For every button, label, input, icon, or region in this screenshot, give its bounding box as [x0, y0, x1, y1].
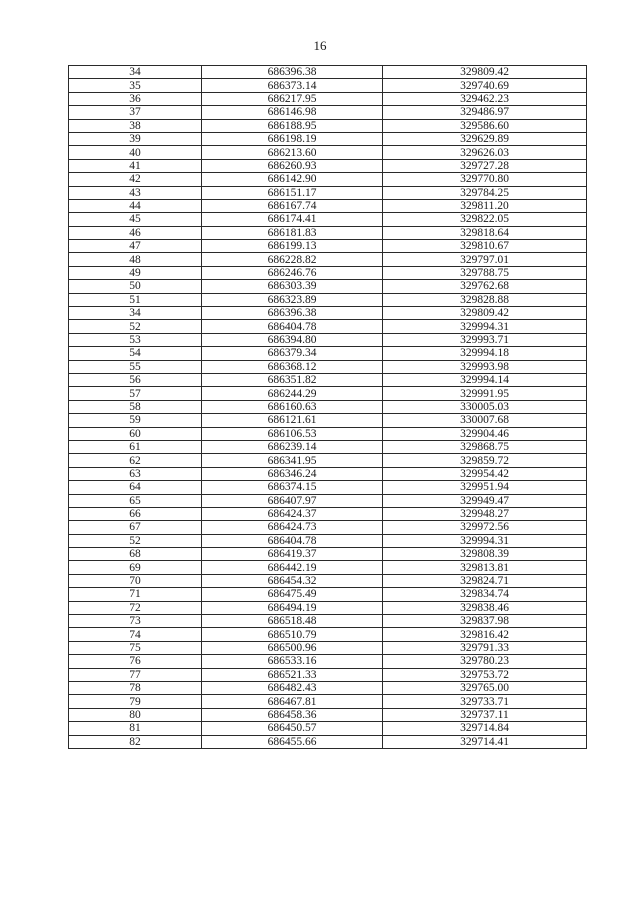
point-number-cell: 69 [69, 561, 202, 574]
y-coordinate-cell: 329816.42 [383, 628, 587, 641]
y-coordinate-cell: 329753.72 [383, 668, 587, 681]
table-row [69, 722, 587, 735]
point-number-cell: 79 [69, 695, 202, 708]
y-coordinate-cell: 329486.97 [383, 106, 587, 119]
table-row [69, 119, 587, 132]
y-coordinate-cell: 329811.20 [383, 199, 587, 212]
table-row [69, 454, 587, 467]
point-number-cell: 57 [69, 387, 202, 400]
y-coordinate-cell: 329813.81 [383, 561, 587, 574]
table-row [69, 106, 587, 119]
y-coordinate-cell: 329733.71 [383, 695, 587, 708]
table-row [69, 548, 587, 561]
x-coordinate-cell: 686160.63 [202, 400, 383, 413]
point-number-cell: 78 [69, 681, 202, 694]
point-number-cell: 35 [69, 79, 202, 92]
x-coordinate-cell: 686394.80 [202, 333, 383, 346]
y-coordinate-cell: 329834.74 [383, 588, 587, 601]
y-coordinate-cell: 329949.47 [383, 494, 587, 507]
table-row [69, 534, 587, 547]
point-number-cell: 76 [69, 655, 202, 668]
x-coordinate-cell: 686404.78 [202, 320, 383, 333]
x-coordinate-cell: 686167.74 [202, 199, 383, 212]
coordinates-table [68, 65, 587, 749]
x-coordinate-cell: 686213.60 [202, 146, 383, 159]
x-coordinate-cell: 686198.19 [202, 132, 383, 145]
x-coordinate-cell: 686396.38 [202, 307, 383, 320]
point-number-cell: 65 [69, 494, 202, 507]
y-coordinate-cell: 329586.60 [383, 119, 587, 132]
table-row [69, 467, 587, 480]
y-coordinate-cell: 329808.39 [383, 548, 587, 561]
y-coordinate-cell: 329993.71 [383, 333, 587, 346]
table-row [69, 494, 587, 507]
point-number-cell: 52 [69, 320, 202, 333]
table-row [69, 628, 587, 641]
y-coordinate-cell: 329462.23 [383, 92, 587, 105]
x-coordinate-cell: 686396.38 [202, 66, 383, 79]
x-coordinate-cell: 686199.13 [202, 240, 383, 253]
x-coordinate-cell: 686174.41 [202, 213, 383, 226]
point-number-cell: 73 [69, 615, 202, 628]
point-number-cell: 47 [69, 240, 202, 253]
table-row [69, 213, 587, 226]
point-number-cell: 34 [69, 307, 202, 320]
table-row [69, 146, 587, 159]
point-number-cell: 38 [69, 119, 202, 132]
y-coordinate-cell: 329838.46 [383, 601, 587, 614]
point-number-cell: 77 [69, 668, 202, 681]
point-number-cell: 71 [69, 588, 202, 601]
point-number-cell: 54 [69, 347, 202, 360]
table-row [69, 681, 587, 694]
x-coordinate-cell: 686467.81 [202, 695, 383, 708]
table-row [69, 226, 587, 239]
x-coordinate-cell: 686368.12 [202, 360, 383, 373]
x-coordinate-cell: 686121.61 [202, 414, 383, 427]
y-coordinate-cell: 329810.67 [383, 240, 587, 253]
table-row [69, 333, 587, 346]
x-coordinate-cell: 686146.98 [202, 106, 383, 119]
y-coordinate-cell: 329809.42 [383, 66, 587, 79]
table-row [69, 173, 587, 186]
y-coordinate-cell: 329954.42 [383, 467, 587, 480]
point-number-cell: 49 [69, 266, 202, 279]
table-row [69, 414, 587, 427]
x-coordinate-cell: 686454.32 [202, 574, 383, 587]
y-coordinate-cell: 329818.64 [383, 226, 587, 239]
y-coordinate-cell: 329784.25 [383, 186, 587, 199]
table-row [69, 695, 587, 708]
y-coordinate-cell: 329770.80 [383, 173, 587, 186]
point-number-cell: 36 [69, 92, 202, 105]
point-number-cell: 34 [69, 66, 202, 79]
x-coordinate-cell: 686188.95 [202, 119, 383, 132]
x-coordinate-cell: 686424.37 [202, 507, 383, 520]
table-row [69, 92, 587, 105]
x-coordinate-cell: 686374.15 [202, 481, 383, 494]
y-coordinate-cell: 329629.89 [383, 132, 587, 145]
table-row [69, 574, 587, 587]
x-coordinate-cell: 686458.36 [202, 708, 383, 721]
point-number-cell: 70 [69, 574, 202, 587]
table-row [69, 66, 587, 79]
x-coordinate-cell: 686106.53 [202, 427, 383, 440]
point-number-cell: 42 [69, 173, 202, 186]
y-coordinate-cell: 329727.28 [383, 159, 587, 172]
y-coordinate-cell: 329822.05 [383, 213, 587, 226]
y-coordinate-cell: 329991.95 [383, 387, 587, 400]
x-coordinate-cell: 686228.82 [202, 253, 383, 266]
x-coordinate-cell: 686500.96 [202, 641, 383, 654]
table-row [69, 561, 587, 574]
table-row [69, 240, 587, 253]
x-coordinate-cell: 686217.95 [202, 92, 383, 105]
point-number-cell: 75 [69, 641, 202, 654]
x-coordinate-cell: 686346.24 [202, 467, 383, 480]
x-coordinate-cell: 686521.33 [202, 668, 383, 681]
y-coordinate-cell: 329994.31 [383, 534, 587, 547]
y-coordinate-cell: 329994.31 [383, 320, 587, 333]
y-coordinate-cell: 329714.84 [383, 722, 587, 735]
x-coordinate-cell: 686424.73 [202, 521, 383, 534]
point-number-cell: 40 [69, 146, 202, 159]
x-coordinate-cell: 686442.19 [202, 561, 383, 574]
y-coordinate-cell: 329859.72 [383, 454, 587, 467]
point-number-cell: 81 [69, 722, 202, 735]
x-coordinate-cell: 686407.97 [202, 494, 383, 507]
table-row [69, 186, 587, 199]
table-row [69, 507, 587, 520]
y-coordinate-cell: 329740.69 [383, 79, 587, 92]
point-number-cell: 55 [69, 360, 202, 373]
table-row [69, 373, 587, 386]
point-number-cell: 61 [69, 440, 202, 453]
point-number-cell: 64 [69, 481, 202, 494]
table-row [69, 440, 587, 453]
table-row [69, 427, 587, 440]
point-number-cell: 63 [69, 467, 202, 480]
y-coordinate-cell: 329765.00 [383, 681, 587, 694]
x-coordinate-cell: 686323.89 [202, 293, 383, 306]
point-number-cell: 52 [69, 534, 202, 547]
x-coordinate-cell: 686260.93 [202, 159, 383, 172]
y-coordinate-cell: 329714.41 [383, 735, 587, 748]
table-row [69, 320, 587, 333]
point-number-cell: 53 [69, 333, 202, 346]
table-row [69, 159, 587, 172]
table-row [69, 266, 587, 279]
y-coordinate-cell: 329993.98 [383, 360, 587, 373]
table-row [69, 668, 587, 681]
point-number-cell: 72 [69, 601, 202, 614]
table-row [69, 79, 587, 92]
y-coordinate-cell: 330007.68 [383, 414, 587, 427]
point-number-cell: 67 [69, 521, 202, 534]
table-row [69, 588, 587, 601]
point-number-cell: 43 [69, 186, 202, 199]
y-coordinate-cell: 329972.56 [383, 521, 587, 534]
y-coordinate-cell: 329762.68 [383, 280, 587, 293]
table-row [69, 521, 587, 534]
table-row [69, 655, 587, 668]
y-coordinate-cell: 329828.88 [383, 293, 587, 306]
x-coordinate-cell: 686373.14 [202, 79, 383, 92]
point-number-cell: 44 [69, 199, 202, 212]
table-row [69, 199, 587, 212]
point-number-cell: 48 [69, 253, 202, 266]
point-number-cell: 82 [69, 735, 202, 748]
y-coordinate-cell: 329994.14 [383, 373, 587, 386]
point-number-cell: 51 [69, 293, 202, 306]
y-coordinate-cell: 329868.75 [383, 440, 587, 453]
y-coordinate-cell: 329994.18 [383, 347, 587, 360]
x-coordinate-cell: 686482.43 [202, 681, 383, 694]
table-row [69, 293, 587, 306]
x-coordinate-cell: 686303.39 [202, 280, 383, 293]
y-coordinate-cell: 329951.94 [383, 481, 587, 494]
y-coordinate-cell: 329797.01 [383, 253, 587, 266]
y-coordinate-cell: 329904.46 [383, 427, 587, 440]
point-number-cell: 56 [69, 373, 202, 386]
point-number-cell: 60 [69, 427, 202, 440]
point-number-cell: 68 [69, 548, 202, 561]
y-coordinate-cell: 329791.33 [383, 641, 587, 654]
x-coordinate-cell: 686404.78 [202, 534, 383, 547]
point-number-cell: 46 [69, 226, 202, 239]
x-coordinate-cell: 686142.90 [202, 173, 383, 186]
point-number-cell: 74 [69, 628, 202, 641]
x-coordinate-cell: 686181.83 [202, 226, 383, 239]
point-number-cell: 41 [69, 159, 202, 172]
point-number-cell: 62 [69, 454, 202, 467]
x-coordinate-cell: 686518.48 [202, 615, 383, 628]
y-coordinate-cell: 329948.27 [383, 507, 587, 520]
x-coordinate-cell: 686510.79 [202, 628, 383, 641]
point-number-cell: 66 [69, 507, 202, 520]
y-coordinate-cell: 330005.03 [383, 400, 587, 413]
y-coordinate-cell: 329837.98 [383, 615, 587, 628]
point-number-cell: 80 [69, 708, 202, 721]
point-number-cell: 39 [69, 132, 202, 145]
table-row [69, 280, 587, 293]
x-coordinate-cell: 686475.49 [202, 588, 383, 601]
table-row [69, 735, 587, 748]
x-coordinate-cell: 686494.19 [202, 601, 383, 614]
y-coordinate-cell: 329788.75 [383, 266, 587, 279]
x-coordinate-cell: 686450.57 [202, 722, 383, 735]
table-row [69, 387, 587, 400]
point-number-cell: 37 [69, 106, 202, 119]
y-coordinate-cell: 329737.11 [383, 708, 587, 721]
x-coordinate-cell: 686341.95 [202, 454, 383, 467]
table-row [69, 481, 587, 494]
page-number: 16 [313, 38, 327, 53]
y-coordinate-cell: 329809.42 [383, 307, 587, 320]
point-number-cell: 50 [69, 280, 202, 293]
table-row [69, 601, 587, 614]
x-coordinate-cell: 686244.29 [202, 387, 383, 400]
point-number-cell: 59 [69, 414, 202, 427]
y-coordinate-cell: 329824.71 [383, 574, 587, 587]
y-coordinate-cell: 329780.23 [383, 655, 587, 668]
table-row [69, 400, 587, 413]
x-coordinate-cell: 686351.82 [202, 373, 383, 386]
table-row [69, 347, 587, 360]
table-body [69, 66, 587, 749]
table-row [69, 641, 587, 654]
y-coordinate-cell: 329626.03 [383, 146, 587, 159]
point-number-cell: 45 [69, 213, 202, 226]
table-row [69, 307, 587, 320]
x-coordinate-cell: 686239.14 [202, 440, 383, 453]
x-coordinate-cell: 686419.37 [202, 548, 383, 561]
x-coordinate-cell: 686246.76 [202, 266, 383, 279]
point-number-cell: 58 [69, 400, 202, 413]
table-row [69, 360, 587, 373]
x-coordinate-cell: 686151.17 [202, 186, 383, 199]
x-coordinate-cell: 686455.66 [202, 735, 383, 748]
table-row [69, 132, 587, 145]
table-row [69, 253, 587, 266]
table-row [69, 708, 587, 721]
x-coordinate-cell: 686533.16 [202, 655, 383, 668]
table-row [69, 615, 587, 628]
x-coordinate-cell: 686379.34 [202, 347, 383, 360]
